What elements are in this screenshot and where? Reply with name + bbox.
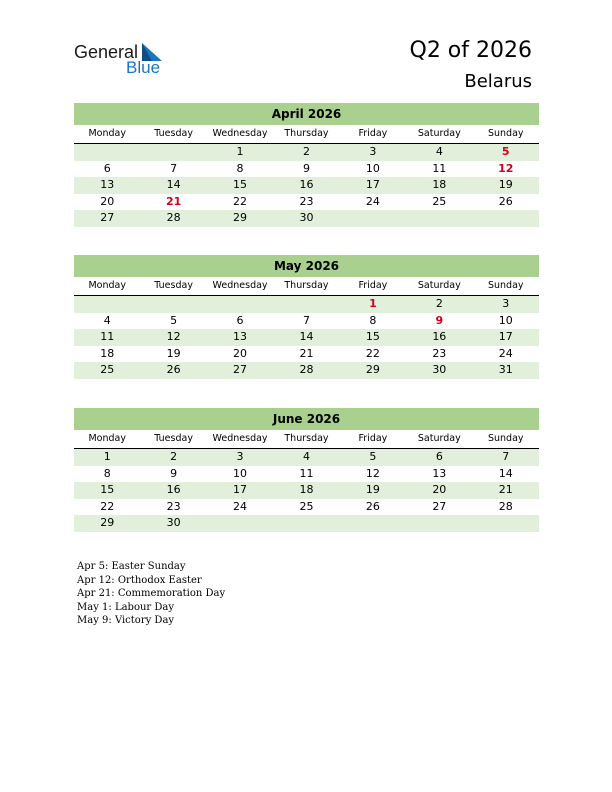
weekday-label: Friday	[358, 433, 388, 444]
week-row	[74, 313, 539, 330]
week-row	[74, 515, 539, 532]
month-title: April 2026	[74, 103, 539, 125]
day-cell: 29	[100, 516, 115, 529]
month-title: May 2026	[74, 255, 539, 277]
holiday-day-cell: 1	[369, 297, 377, 310]
day-cell: 13	[233, 330, 248, 343]
day-cell	[74, 144, 140, 161]
day-cell: 26	[365, 499, 380, 513]
week-row	[74, 194, 539, 211]
day-cell: 15	[365, 330, 380, 343]
day-cell: 28	[166, 211, 181, 224]
day-cell: 6	[103, 161, 111, 175]
day-cell: 16	[432, 330, 447, 343]
day-cell: 4	[302, 450, 310, 463]
weekday-label: Tuesday	[154, 280, 193, 291]
day-cell: 9	[302, 161, 310, 175]
day-cell: 8	[103, 466, 111, 480]
week-row	[74, 329, 539, 346]
day-cell: 23	[166, 499, 181, 513]
weekday-label: Tuesday	[154, 433, 193, 444]
week-row	[74, 362, 539, 379]
day-cell: 17	[233, 483, 248, 496]
day-cell: 2	[170, 450, 178, 463]
day-cell: 8	[236, 161, 244, 175]
day-cell: 15	[233, 178, 248, 191]
week-row	[74, 466, 539, 483]
day-cell: 28	[498, 499, 513, 513]
day-cell: 11	[432, 161, 447, 175]
day-cell: 1	[236, 145, 244, 158]
day-cell	[473, 210, 539, 227]
day-cell: 12	[365, 466, 380, 480]
holiday-note: Apr 12: Orthodox Easter	[77, 574, 202, 586]
weekday-label: Monday	[88, 128, 126, 139]
week-row	[74, 144, 539, 161]
logo-blue-text: Blue	[126, 58, 161, 77]
day-cell: 10	[365, 161, 380, 175]
day-cell: 26	[498, 194, 513, 208]
weekday-header-row	[74, 125, 539, 144]
day-cell: 20	[432, 483, 447, 496]
weekday-label: Saturday	[417, 280, 461, 291]
weekday-label: Thursday	[284, 128, 329, 139]
day-cell	[340, 210, 406, 227]
month-june	[74, 408, 539, 532]
day-cell: 21	[299, 346, 314, 360]
day-cell: 20	[233, 346, 248, 360]
day-cell: 6	[435, 450, 443, 463]
weekday-label: Monday	[88, 280, 126, 291]
day-cell: 20	[100, 194, 115, 208]
holiday-note: May 9: Victory Day	[77, 615, 175, 627]
day-cell: 2	[435, 297, 443, 310]
day-cell: 22	[365, 346, 380, 360]
holiday-day-cell: 12	[498, 161, 514, 175]
day-cell: 11	[100, 330, 115, 343]
weekday-label: Thursday	[284, 433, 329, 444]
weekday-label: Sunday	[487, 433, 524, 444]
day-cell	[74, 296, 140, 313]
weekday-label: Saturday	[417, 433, 461, 444]
weekday-label: Monday	[88, 433, 126, 444]
day-cell: 23	[432, 346, 447, 360]
day-cell: 24	[498, 346, 513, 360]
day-cell	[406, 210, 472, 227]
day-cell	[273, 515, 339, 532]
weekday-label: Tuesday	[154, 128, 193, 139]
weekday-label: Wednesday	[212, 128, 268, 139]
day-cell: 19	[365, 483, 380, 496]
day-cell: 25	[100, 363, 115, 376]
holiday-note: Apr 21: Commemoration Day	[77, 588, 226, 600]
weekday-label: Saturday	[417, 128, 461, 139]
day-cell: 31	[498, 363, 513, 376]
month-april	[74, 103, 539, 227]
day-cell: 7	[502, 450, 510, 463]
day-cell: 4	[435, 145, 443, 158]
day-cell: 22	[233, 194, 248, 208]
day-cell: 27	[432, 499, 447, 513]
week-row	[74, 210, 539, 227]
day-cell: 3	[369, 145, 377, 158]
day-cell: 6	[236, 313, 244, 327]
page-title: Q2 of 2026	[409, 38, 532, 63]
day-cell: 7	[170, 161, 178, 175]
day-cell	[406, 515, 472, 532]
day-cell: 18	[100, 346, 115, 360]
weekday-label: Sunday	[487, 128, 524, 139]
day-cell: 14	[299, 330, 314, 343]
day-cell: 14	[498, 466, 513, 480]
holiday-day-cell: 21	[165, 194, 182, 208]
day-cell: 28	[299, 363, 314, 376]
weekday-label: Sunday	[487, 280, 524, 291]
day-cell: 16	[166, 483, 181, 496]
week-row	[74, 296, 539, 313]
day-cell: 19	[498, 178, 513, 191]
day-cell: 10	[498, 313, 513, 327]
day-cell: 25	[299, 499, 314, 513]
holiday-day-cell: 9	[435, 313, 444, 327]
weekday-label: Wednesday	[212, 280, 268, 291]
day-cell: 27	[233, 363, 248, 376]
day-cell: 30	[299, 211, 314, 224]
week-row	[74, 499, 539, 516]
day-cell: 23	[299, 194, 314, 208]
day-cell: 9	[170, 466, 178, 480]
day-cell	[273, 296, 339, 313]
weekday-label: Wednesday	[212, 433, 268, 444]
day-cell: 14	[166, 178, 181, 191]
day-cell: 2	[302, 145, 310, 158]
day-cell: 29	[365, 363, 380, 376]
day-cell: 16	[299, 178, 314, 191]
day-cell	[207, 515, 273, 532]
holiday-day-cell: 5	[501, 145, 510, 158]
weekday-header-row	[74, 277, 539, 296]
month-may	[74, 255, 539, 379]
day-cell: 30	[432, 363, 447, 376]
week-row	[74, 161, 539, 178]
day-cell	[140, 296, 206, 313]
week-row	[74, 449, 539, 466]
day-cell	[473, 515, 539, 532]
day-cell: 18	[299, 483, 314, 496]
day-cell: 5	[369, 450, 377, 463]
day-cell: 29	[233, 211, 248, 224]
holiday-note: Apr 5: Easter Sunday	[77, 561, 186, 572]
day-cell: 27	[100, 211, 115, 224]
day-cell: 24	[233, 499, 248, 513]
day-cell: 12	[166, 330, 181, 343]
day-cell: 25	[432, 194, 447, 208]
day-cell: 1	[103, 450, 111, 463]
weekday-label: Thursday	[284, 280, 329, 291]
week-row	[74, 346, 539, 363]
day-cell: 3	[236, 450, 244, 463]
logo-general-text: General	[74, 42, 139, 62]
holiday-note: May 1: Labour Day	[77, 601, 174, 613]
day-cell: 13	[432, 466, 447, 480]
weekday-header-row	[74, 430, 539, 449]
day-cell: 17	[365, 178, 380, 191]
day-cell	[207, 296, 273, 313]
day-cell: 8	[369, 313, 377, 327]
day-cell: 4	[103, 313, 111, 327]
day-cell: 3	[502, 297, 510, 310]
country-name: Belarus	[464, 71, 532, 92]
day-cell: 13	[100, 178, 115, 191]
day-cell	[140, 144, 206, 161]
day-cell: 18	[432, 178, 447, 191]
holiday-notes	[77, 560, 225, 628]
month-title: June 2026	[74, 408, 539, 430]
week-row	[74, 482, 539, 499]
weekday-label: Friday	[358, 280, 388, 291]
day-cell: 24	[365, 194, 380, 208]
day-cell: 22	[100, 499, 115, 513]
week-row	[74, 177, 539, 194]
day-cell: 17	[498, 330, 513, 343]
day-cell: 19	[166, 346, 181, 360]
day-cell: 26	[166, 363, 181, 376]
day-cell: 30	[166, 516, 181, 529]
day-cell: 15	[100, 483, 115, 496]
weekday-label: Friday	[358, 128, 388, 139]
day-cell: 5	[170, 313, 178, 327]
day-cell: 10	[233, 466, 248, 480]
day-cell: 11	[299, 466, 314, 480]
day-cell: 21	[498, 483, 513, 496]
day-cell	[340, 515, 406, 532]
day-cell: 7	[302, 313, 310, 327]
